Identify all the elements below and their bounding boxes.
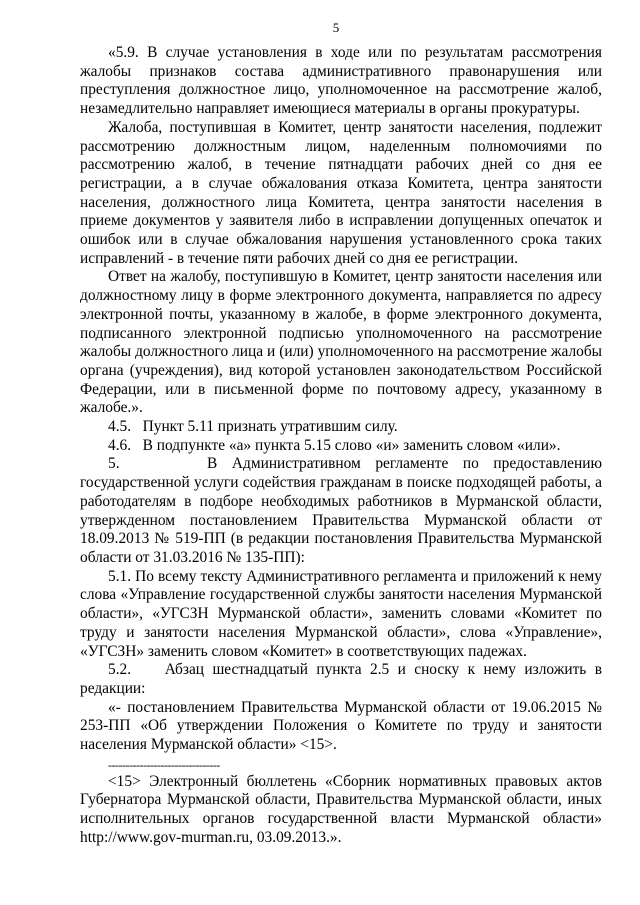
- page-number: 5: [332, 20, 340, 35]
- footnote-text: <15> Электронный бюллетень «Сборник нормативных правовых актов Губернатора Мурманской области, Правительства Мурманской области, иных исполнительных органов государственной власти Мурманской области» http://www.gov-murman.ru, 03.09.2013.».: [80, 772, 602, 846]
- paragraph-5-2: 5.2. Абзац шестнадцатый пункта 2.5 и сноску к нему изложить в редакции:: [80, 661, 602, 697]
- footnote-separator: --------------------------------: [108, 757, 220, 772]
- paragraph-complaint-response: Ответ на жалобу, поступившую в Комитет, центр занятости населения или должностному лицу в форме электронного документа, направляется по адресу электронной почты, указанному в жалобе, в форме электронного документа, подписанного электронной подписью уполномоченного на рассмотрение жалобы должностного лица и (или) уполномоченного на рассмотрение жалобы органа (учреждения), вид которой установлен законодательством Российской Федерации, или в письменной форме по почтовому адресу, указанному в жалобе.».: [80, 268, 602, 417]
- paragraph-5-1: 5.1. По всему тексту Административного регламента и приложений к нему слова «Управление государственной службы занятости населения Мурманской области», «УГСЗН Мурманской области», заменить словами «Комитет по труду и занятости населения Мурманской области», слова «Управление», «УГСЗН» заменить словом «Комитет» в соответствующих падежах.: [80, 567, 602, 660]
- paragraph-4-6: 4.6. В подпункте «а» пункта 5.15 слово «и» заменить словом «или».: [108, 436, 561, 454]
- paragraph-5: 5. В Административном регламенте по предоставлению государственной услуги содействия гражданам в поиске подходящей работы, а работодателям в подборе необходимых работников в Мурманской области, утвержденном постановлением Правительства Мурманской области от 18.09.2013 № 519-ПП (в редакции постановления Правительства Мурманской области от 31.03.2016 № 135-ПП):: [80, 455, 602, 566]
- paragraph-complaint-review: Жалоба, поступившая в Комитет, центр занятости населения, подлежит рассмотрению должностным лицом, наделенным полномочиями по рассмотрению жалоб, в течение пятнадцати рабочих дней со дня ее регистрации, а в случае обжалования отказа Комитета, центра занятости населения, должностного лица Комитета, центра занятости населения в приеме документов у заявителя либо в исправлении допущенных опечаток и ошибок или в случае обжалования нарушения установленного срока таких исправлений - в течение пяти рабочих дней со дня ее регистрации.: [80, 118, 602, 267]
- paragraph-5-9: «5.9. В случае установления в ходе или по результатам рассмотрения жалобы признаков состава административного правонарушения или преступления должностное лицо, уполномоченное на рассмотрение жалоб, незамедлительно направляет имеющиеся материалы в органы прокуратуры.: [80, 44, 602, 118]
- paragraph-quote: «- постановлением Правительства Мурманской области от 19.06.2015 № 253-ПП «Об утверждении Положения о Комитете по труду и занятости населения Мурманской области» <15>.: [80, 698, 602, 754]
- paragraph-4-5: 4.5. Пункт 5.11 признать утратившим силу.: [108, 418, 398, 436]
